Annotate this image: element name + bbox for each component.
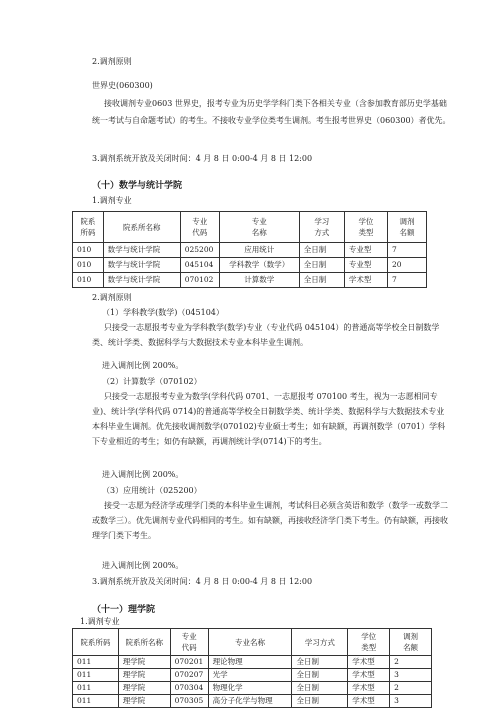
table-row bbox=[73, 258, 427, 273]
table-cell: 物理化学 bbox=[208, 682, 292, 695]
col-header: 院系所名称 bbox=[118, 629, 170, 656]
table-cell: 011 bbox=[73, 656, 119, 669]
table-cell: 专业型 bbox=[344, 243, 387, 258]
col-header: 专业 代码 bbox=[180, 212, 219, 243]
table-cell: 2 bbox=[390, 682, 432, 695]
table-cell: 070102 bbox=[180, 273, 219, 288]
table-cell: 011 bbox=[73, 682, 119, 695]
col-header: 学位 类型 bbox=[344, 212, 387, 243]
s10-table bbox=[72, 211, 427, 288]
table-cell: 3 bbox=[390, 695, 432, 708]
col-header: 学位 类型 bbox=[348, 629, 390, 656]
table-cell: 高分子化学与物理 bbox=[208, 695, 292, 708]
table-cell: 学术型 bbox=[348, 656, 390, 669]
table-cell: 045104 bbox=[180, 258, 219, 273]
table-cell: 070207 bbox=[170, 669, 208, 682]
table-cell: 理学院 bbox=[118, 669, 170, 682]
table-cell: 3 bbox=[390, 669, 432, 682]
table-cell: 学术型 bbox=[348, 682, 390, 695]
table-row bbox=[73, 243, 427, 258]
table-cell: 理学院 bbox=[118, 682, 170, 695]
s11-major-title: 1.调剂专业 bbox=[80, 617, 120, 626]
col-header: 院系所码 bbox=[73, 629, 119, 656]
s11-table bbox=[72, 628, 432, 708]
table-cell: 全日制 bbox=[292, 695, 348, 708]
table-cell: 全日制 bbox=[299, 258, 344, 273]
s9-time: 3.调剂系统开放及关闭时间：4 月 8 日 0:00-4 月 8 日 12:00 bbox=[92, 154, 313, 163]
s10-table-header bbox=[73, 212, 427, 243]
s10-p1-title: （1）学科教学(数学)（045104） bbox=[102, 308, 224, 317]
table-cell: 全日制 bbox=[299, 273, 344, 288]
s10-p2-ratio: 进入调剂比例 200%。 bbox=[102, 470, 184, 479]
table-cell: 全日制 bbox=[292, 682, 348, 695]
s10-major-title: 1.调剂专业 bbox=[92, 196, 132, 205]
s9-world-history-text: 接收调剂专业0603 世界史，报考专业为历史学学科门类下各相关专业（含参加教育部历史学基础统一考试与自命题考试）的考生。不接收专业学位类考生调剂。考生报考世界史（060300）者优先。 bbox=[92, 99, 451, 125]
s10-time: 3.调剂系统开放及关闭时间：4 月 8 日 0:00-4 月 8 日 12:00 bbox=[92, 577, 313, 586]
s9-principle-title: 2.调剂原则 bbox=[92, 57, 132, 66]
col-header: 调剂 名额 bbox=[387, 212, 426, 243]
table-cell: 理学院 bbox=[118, 695, 170, 708]
s10-p2-title: （2）计算数学（070102） bbox=[102, 377, 202, 386]
table-cell: 学科教学（数学） bbox=[219, 258, 299, 273]
col-header: 学习方式 bbox=[292, 629, 348, 656]
table-cell: 7 bbox=[387, 273, 426, 288]
s10-p3-ratio: 进入调剂比例 200%。 bbox=[102, 561, 184, 570]
table-cell: 2 bbox=[390, 656, 432, 669]
s11-table-header bbox=[73, 629, 432, 656]
s10-p1-ratio: 进入调剂比例 200%。 bbox=[102, 361, 184, 370]
table-cell: 070304 bbox=[170, 682, 208, 695]
table-cell: 025200 bbox=[180, 243, 219, 258]
table-cell: 20 bbox=[387, 258, 426, 273]
table-cell: 专业型 bbox=[344, 258, 387, 273]
table-cell: 全日制 bbox=[292, 656, 348, 669]
col-header: 调剂 名额 bbox=[390, 629, 432, 656]
table-cell: 070305 bbox=[170, 695, 208, 708]
table-cell: 计算数学 bbox=[219, 273, 299, 288]
s10-p2-text: 只接受一志愿报考专业为数学(学科代码 0701、一志愿报考 070100 考生，视为一志愿相同专业)、统计学(学科代码 0714)的普通高等学校全日制数学类、统计学类、数据科学与大数据技术专业本科毕业生调剂。优先接收调剂数学(070102)专业硕士考生；如有缺额，再调剂数学（0701）学科下专业相近的考生；如仍有缺额，再调剂统计学(0714)下的考生。 bbox=[92, 392, 446, 446]
col-header: 专业名称 bbox=[208, 629, 292, 656]
table-cell: 011 bbox=[73, 695, 119, 708]
col-header: 院系所名称 bbox=[103, 212, 180, 243]
table-cell: 学术型 bbox=[348, 695, 390, 708]
table-cell: 010 bbox=[73, 243, 104, 258]
table-cell: 数学与统计学院 bbox=[103, 273, 180, 288]
table-cell: 光学 bbox=[208, 669, 292, 682]
table-cell: 010 bbox=[73, 273, 104, 288]
table-cell: 010 bbox=[73, 258, 104, 273]
table-row bbox=[73, 669, 432, 682]
col-header: 院系 所码 bbox=[73, 212, 104, 243]
col-header: 专业 名称 bbox=[219, 212, 299, 243]
table-row bbox=[73, 273, 427, 288]
s10-title: （十）数学与统计学院 bbox=[92, 181, 183, 191]
table-cell: 理学院 bbox=[118, 656, 170, 669]
s10-p3-text: 接受一志愿为经济学或理学门类的本科毕业生调剂，考试科目必须含英语和数学（数学一或数学二或数学三）。优先调剂专业代码相同的考生。如有缺额，再接收经济学门类下考生。仍有缺额，再接收理学门类下考生。 bbox=[92, 501, 448, 540]
col-header: 专业 代码 bbox=[170, 629, 208, 656]
table-cell: 011 bbox=[73, 669, 119, 682]
s10-p3-title: （3）应用统计（025200） bbox=[102, 486, 202, 495]
table-cell: 7 bbox=[387, 243, 426, 258]
s11-title: （十一）理学院 bbox=[92, 605, 156, 615]
table-row bbox=[73, 682, 432, 695]
s9-world-history-title: 世界史(060300) bbox=[92, 81, 153, 90]
s10-principle-title: 2.调剂原则 bbox=[92, 293, 132, 302]
s10-p1-text: 只接受一志愿报考专业为学科教学(数学)专业（专业代码 045104）的普通高等学校全日制数学类、统计学类、数据科学与大数据技术专业本科毕业生调剂。 bbox=[92, 323, 440, 347]
table-cell: 全日制 bbox=[292, 669, 348, 682]
table-row bbox=[73, 656, 432, 669]
table-cell: 数学与统计学院 bbox=[103, 243, 180, 258]
table-cell: 理论物理 bbox=[208, 656, 292, 669]
table-cell: 全日制 bbox=[299, 243, 344, 258]
table-cell: 数学与统计学院 bbox=[103, 258, 180, 273]
table-cell: 学术型 bbox=[344, 273, 387, 288]
table-cell: 学术型 bbox=[348, 669, 390, 682]
table-cell: 应用统计 bbox=[219, 243, 299, 258]
table-row bbox=[73, 695, 432, 708]
table-cell: 070201 bbox=[170, 656, 208, 669]
col-header: 学习 方式 bbox=[299, 212, 344, 243]
